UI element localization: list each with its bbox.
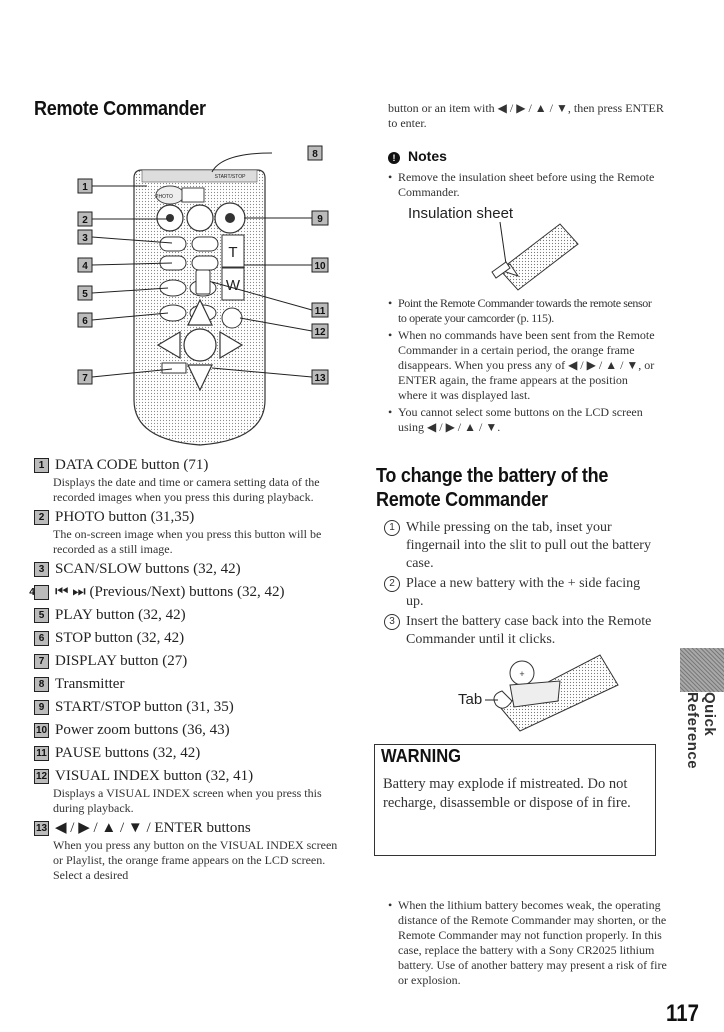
callout-2: 2 <box>82 215 88 226</box>
page-number: 117 <box>666 1000 699 1027</box>
callout-7: 7 <box>82 373 88 384</box>
note-2: • Point the Remote Commander towards the remote sensor to operate your camcorder (p. 115). <box>388 296 660 326</box>
list-item-4: 4 ⏮ ⏭ (Previous/Next) buttons (32, 42) <box>29 584 285 600</box>
notes-heading: ! Notes <box>388 148 447 164</box>
insulation-sheet-illustration <box>470 212 580 292</box>
callout-13: 13 <box>314 373 326 384</box>
notes-icon: ! <box>388 152 400 164</box>
note-1: • Remove the insulation sheet before using the Remote Commander. <box>388 170 668 200</box>
remote-photo-label: PHOTO <box>155 194 173 200</box>
warning-title: WARNING <box>381 746 462 766</box>
list-item-13: 13 ◀ / ▶ / ▲ / ▼ / ENTER buttons When you press any button on the VISUAL INDEX screen or Playlist, the orange frame appears on the LCD screen. Select a desired <box>35 820 338 882</box>
quick-reference-tab <box>680 648 724 792</box>
zoom-t-label: T <box>228 244 238 261</box>
callout-10: 10 <box>314 261 326 272</box>
battery-steps <box>384 519 654 649</box>
warning-box <box>374 744 656 856</box>
callout-3: 3 <box>82 233 88 244</box>
callout-9: 9 <box>317 214 323 225</box>
callout-8: 8 <box>312 149 318 160</box>
zoom-w-label: W <box>225 277 241 294</box>
notes-list <box>388 296 660 435</box>
tab-label: Tab <box>458 691 483 708</box>
side-tab-label: Quick Reference <box>684 692 718 770</box>
list-item-3: 3 SCAN/SLOW buttons (32, 42) <box>34 560 344 579</box>
section-title-battery: To change the battery of the Remote Commander <box>376 465 609 511</box>
callout-5: 5 <box>82 289 88 300</box>
list-item-7: 7 DISPLAY button (27) <box>34 652 344 671</box>
callout-1: 1 <box>82 182 88 193</box>
section-title-remote: Remote Commander <box>34 98 206 120</box>
step-3: 3 Insert the battery case back into the Remote Commander until it clicks. <box>384 613 654 649</box>
battery-illustration <box>440 645 630 735</box>
list-item-2: 2 PHOTO button (31,35) The on-screen image when you press this button will be recorded as a still image. <box>34 508 344 557</box>
list-item-12: 12 VISUAL INDEX button (32, 41) Displays a VISUAL INDEX screen when you press this during playback. <box>35 768 322 815</box>
step-2: 2 Place a new battery with the + side facing up. <box>384 575 654 611</box>
remote-commander-illustration <box>72 140 342 455</box>
callout-12: 12 <box>314 327 326 338</box>
tab-shade <box>680 648 724 692</box>
warning-text: Battery may explode if mistreated. Do not recharge, disassemble or dispose of in fire. <box>383 776 631 811</box>
battery-note: • When the lithium battery becomes weak, the operating distance of the Remote Commander may shorten, or the Remote Commander may not function properly. In this case, replace the battery with a Sony CR2025 lithium battery. Use of another battery may present a risk of fire or explosion. <box>388 898 670 988</box>
list-item-9: 9 START/STOP button (31, 35) <box>34 698 344 717</box>
list-item-11: 11 PAUSE buttons (32, 42) <box>34 744 344 763</box>
callout-6: 6 <box>82 316 88 327</box>
button-list <box>29 456 344 883</box>
battery-plus-icon: + <box>519 669 525 679</box>
callout-11: 11 <box>314 306 326 317</box>
continuation-text: button or an item with ◀ / ▶ / ▲ / ▼, then press ENTER to enter. <box>388 101 664 130</box>
callout-4: 4 <box>82 261 88 272</box>
step-1: 1 While pressing on the tab, inset your fingernail into the slit to pull out the battery case. <box>384 519 654 573</box>
list-item-10: 10 Power zoom buttons (36, 43) <box>35 722 230 738</box>
list-item-5: 5 PLAY button (32, 42) <box>34 606 344 625</box>
note-4: • You cannot select some buttons on the LCD screen using ◀ / ▶ / ▲ / ▼. <box>388 405 660 435</box>
note-3: • When no commands have been sent from the Remote Commander in a certain period, the orange frame disappears. When you press any of ◀ / ▶ / ▲ / ▼, or ENTER again, the frame appears at the position where it was displayed last. <box>388 328 660 403</box>
remote-start-stop-label: START/STOP <box>214 174 246 180</box>
list-item-8: 8 Transmitter <box>34 675 344 694</box>
list-item-6: 6 STOP button (32, 42) <box>34 629 344 648</box>
insulation-label: Insulation sheet <box>408 205 514 222</box>
list-item-1: 1 DATA CODE button (71) Displays the date and time or camera setting data of the recorded images when you press this during playback. <box>34 456 344 505</box>
